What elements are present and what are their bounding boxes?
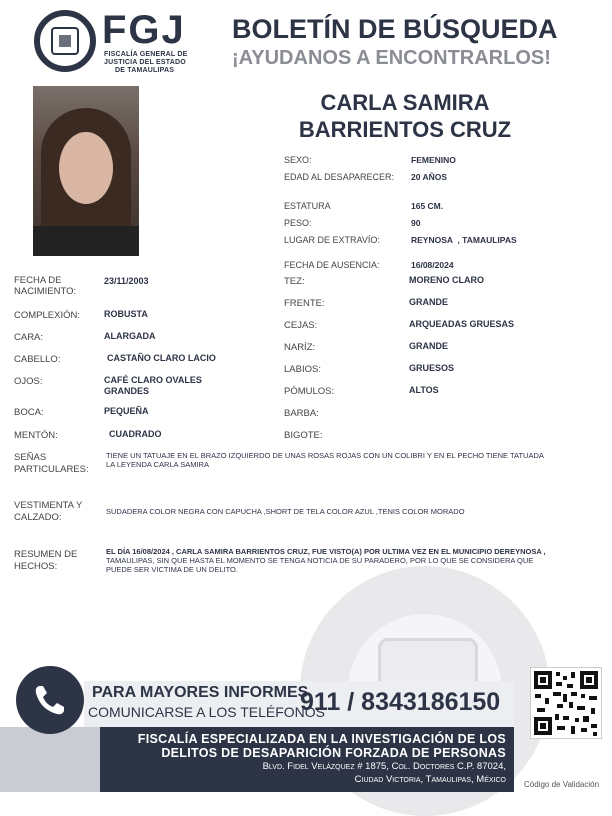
- nariz-label: NARÍZ:: [284, 342, 316, 353]
- estatura-label: ESTATURA: [284, 201, 331, 211]
- org-line-2: DELITOS DE DESAPARICIÓN FORZADA DE PERSONAS: [161, 746, 506, 760]
- cara-label: CARA:: [14, 332, 44, 343]
- person-name-line-1: CARLA SAMIRA: [320, 90, 490, 115]
- ojos-label: OJOS:: [14, 376, 43, 387]
- state-seal-icon: [34, 10, 96, 72]
- complexion-label: COMPLEXIÓN:: [14, 310, 80, 321]
- senas-label-line-2: PARTICULARES:: [14, 464, 89, 475]
- edad-label: EDAD AL DESAPARECER:: [284, 172, 395, 182]
- senas-label-line-1: SEÑAS: [14, 452, 47, 463]
- boca-value: PEQUEÑA: [104, 406, 149, 416]
- qr-caption: Código de Validación: [524, 780, 600, 789]
- cejas-value: ARQUEADAS GRUESAS: [409, 319, 515, 329]
- ojos-value-line-2: GRANDES: [104, 386, 150, 396]
- labios-label: LABIOS:: [284, 364, 321, 375]
- logo-line-3: DE TAMAULIPAS: [115, 67, 175, 74]
- bulletin-subtitle: ¡AYUDANOS A ENCONTRARLOS!: [232, 47, 551, 69]
- labios-value: GRUESOS: [409, 363, 455, 373]
- address-line-2: Ciudad Victoria, Tamaulipas, México: [354, 774, 506, 785]
- org-line-1: FISCALÍA ESPECIALIZADA EN LA INVESTIGACIÓN DE LOS: [137, 732, 506, 746]
- menton-label: MENTÓN:: [14, 430, 58, 441]
- logo-line-2: JUSTICIA DEL ESTADO: [104, 59, 186, 66]
- logo-line-1: FISCALÍA GENERAL DE: [104, 51, 188, 58]
- info-line-1: PARA MAYORES INFORMES,: [92, 684, 313, 701]
- edad-value: 20 AÑOS: [411, 172, 448, 182]
- nariz-value: GRANDE: [409, 341, 449, 351]
- bigote-label: BIGOTE:: [284, 430, 323, 441]
- resumen-text-line-1: EL DÍA 16/08/2024 , CARLA SAMIRA BARRIENTOS CRUZ, FUE VISTO(A) POR ULTIMA VEZ EN EL MUNICIPIO DEREYNOSA ,: [106, 547, 546, 556]
- fecha-ausencia-value: 16/08/2024: [411, 260, 454, 270]
- frente-label: FRENTE:: [284, 298, 325, 309]
- cara-value: ALARGADA: [104, 331, 156, 341]
- peso-label: PESO:: [284, 218, 312, 228]
- boca-label: BOCA:: [14, 407, 44, 418]
- cejas-label: CEJAS:: [284, 320, 318, 331]
- menton-value: CUADRADO: [109, 429, 162, 439]
- bulletin-title: BOLETÍN DE BÚSQUEDA: [232, 14, 558, 44]
- tez-label: TEZ:: [284, 276, 305, 287]
- logo-letters: FGJ: [102, 8, 186, 52]
- vestimenta-label-line-1: VESTIMENTA Y: [14, 500, 83, 511]
- senas-text-line-1: TIENE UN TATUAJE EN EL BRAZO IZQUIERDO DE UNAS ROSAS ROJAS CON UN COLIBRI Y EN EL PECHO TIENE TATUADA: [106, 451, 544, 460]
- frente-value: GRANDE: [409, 297, 449, 307]
- info-line-2: COMUNICARSE A LOS TELÉFONOS: [88, 704, 326, 720]
- cabello-label: CABELLO:: [14, 354, 61, 365]
- phone-icon: [16, 666, 84, 734]
- pomulos-label: PÓMULOS:: [284, 386, 335, 397]
- contact-phone: 911 / 8343186150: [300, 688, 501, 716]
- footer-accent: [0, 727, 100, 792]
- fecha-ausencia-label: FECHA DE AUSENCIA:: [284, 260, 380, 270]
- address-line-1: Blvd. Fidel Velázquez # 1875, Col. Doctores C.P. 87024,: [262, 761, 506, 772]
- lugar-value: REYNOSA , TAMAULIPAS: [411, 235, 517, 245]
- resumen-text-line-2: TAMAULIPAS, SIN QUE HASTA EL MOMENTO SE TENGA NOTICIA DE SU PARADERO, POR LO QUE SE CONSIDERA QUE: [106, 556, 534, 565]
- barba-label: BARBA:: [284, 408, 319, 419]
- complexion-value: ROBUSTA: [104, 309, 148, 319]
- senas-text-line-2: LA LEYENDA CARLA SAMIRA: [106, 460, 209, 469]
- sexo-label: SEXO:: [284, 155, 312, 165]
- estatura-value: 165 CM.: [411, 201, 444, 211]
- nacimiento-value: 23/11/2003: [104, 276, 149, 286]
- peso-value: 90: [411, 218, 421, 228]
- cabello-value: CASTAÑO CLARO LACIO: [107, 353, 216, 363]
- pomulos-value: ALTOS: [409, 385, 439, 395]
- qr-code-icon[interactable]: [530, 667, 602, 739]
- lugar-label: LUGAR DE EXTRAVÍO:: [284, 235, 380, 245]
- tez-value: MORENO CLARO: [409, 275, 484, 285]
- nacimiento-label-line-1: FECHA DE: [14, 275, 62, 286]
- ojos-value-line-1: CAFÉ CLARO OVALES: [104, 375, 202, 385]
- missing-person-photo: [33, 86, 139, 256]
- sexo-value: FEMENINO: [411, 155, 456, 165]
- resumen-label-line-1: RESUMEN DE: [14, 549, 78, 560]
- person-name-line-2: BARRIENTOS CRUZ: [298, 117, 512, 142]
- vestimenta-label-line-2: CALZADO:: [14, 512, 62, 523]
- vestimenta-text: SUDADERA COLOR NEGRA CON CAPUCHA ,SHORT DE TELA COLOR AZUL ,TENIS COLOR MORADO: [106, 507, 465, 516]
- resumen-text-line-3: PUEDE SER VICTIMA DE UN DELITO.: [106, 565, 238, 574]
- nacimiento-label-line-2: NACIMIENTO:: [14, 286, 77, 297]
- resumen-label-line-2: HECHOS:: [14, 561, 58, 572]
